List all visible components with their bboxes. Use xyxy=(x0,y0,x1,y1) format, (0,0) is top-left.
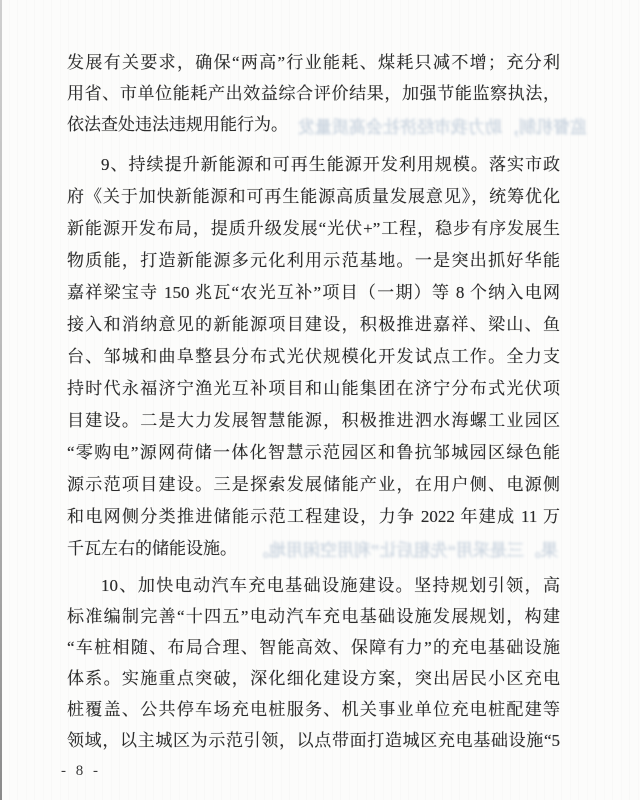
text-line: 府《关于加快新能源和可再生能源高质量发展意见》，统筹优化 xyxy=(67,187,560,206)
text-line: 目建设。二是大力发展智慧能源，积极推进泗水海螺工业园区 xyxy=(67,411,560,430)
text-line: 10、加快电动汽车充电基础设施建设。坚持规划引领，高 xyxy=(101,576,560,595)
text-line: 依法查处违法违规用能行为。 xyxy=(67,115,288,134)
text-line: 新能源开发布局，提质升级发展“光伏+”工程，稳步有序发展生 xyxy=(67,219,560,238)
paragraph-item-9 xyxy=(67,149,560,565)
text-line: 发展有关要求，确保“两高”行业能耗、煤耗只减不增；充分利 xyxy=(67,53,560,72)
bleed-through-text: 监督机制，助力我市经济社会高质量发 xyxy=(298,118,587,137)
text-line: 千瓦左右的储能设施。 xyxy=(67,539,237,558)
text-line: 和电网侧分类推进储能示范工程建设，力争 2022 年建成 11 万 xyxy=(67,507,560,526)
text-line: 用省、市单位能耗产出效益综合评价结果，加强节能监察执法， xyxy=(67,84,560,103)
paragraph-item-10 xyxy=(67,570,560,756)
text-line: 桩覆盖、公共停车场充电桩服务、机关事业单位充电桩配建等 xyxy=(67,700,560,719)
text-line: 9、持续提升新能源和可再生能源开发利用规模。落实市政 xyxy=(101,155,560,174)
paragraph-continuation xyxy=(67,47,560,140)
bleed-through-text: 果。三是采用“先租后让”利用空闲用地。 xyxy=(252,541,558,560)
scan-edge-shadow xyxy=(0,0,2,800)
page-number: - 8 - xyxy=(61,763,101,779)
text-line: 物质能，打造新能源多元化利用示范基地。一是突出抓好华能 xyxy=(67,251,560,270)
text-line: 标准编制完善“十四五”电动汽车充电基础设施发展规划，构建 xyxy=(67,607,560,626)
text-line: “车桩相随、布局合理、智能高效、保障有力”的充电基础设施 xyxy=(67,638,560,657)
document-body xyxy=(67,47,560,756)
text-line: 源示范项目建设。三是探索发展储能产业，在用户侧、电源侧 xyxy=(67,475,560,494)
text-line: 嘉祥梁宝寺 150 兆瓦“农光互补”项目（一期）等 8 个纳入电网 xyxy=(67,283,560,302)
text-line: 台、邹城和曲阜整县分布式光伏规模化开发试点工作。全力支 xyxy=(67,347,560,366)
text-line: 体系。实施重点突破，深化细化建设方案，突出居民小区充电 xyxy=(67,669,560,688)
text-line: 持时代永福济宁渔光互补项目和山能集团在济宁分布式光伏项 xyxy=(67,379,560,398)
text-line: 领域，以主城区为示范引领，以点带面打造城区充电基础设施“5 xyxy=(67,731,560,750)
text-line: 接入和消纳意见的新能源项目建设，积极推进嘉祥、梁山、鱼 xyxy=(67,315,560,334)
text-line: “零购电”源网荷储一体化智慧示范园区和鲁抗邹城园区绿色能 xyxy=(67,443,560,462)
